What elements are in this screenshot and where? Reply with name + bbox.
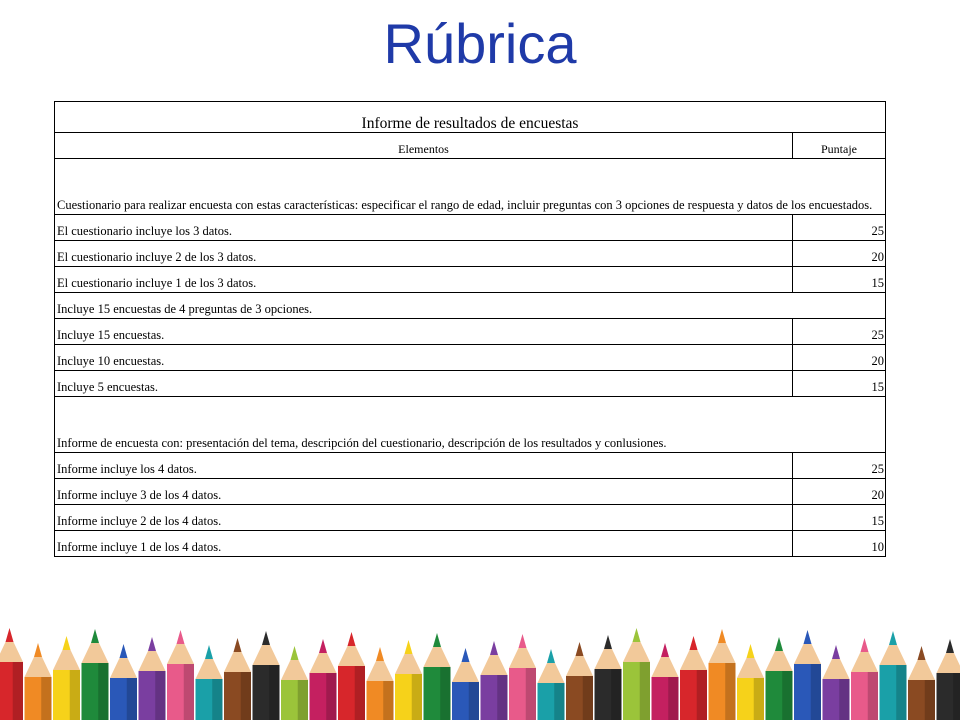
rubric-table xyxy=(54,101,886,557)
section-row-label: Informe de encuesta con: presentación del tema, descripción del cuestionario, descripción de los resultados y conlusiones. xyxy=(55,397,886,453)
criterion-label: El cuestionario incluye los 3 datos. xyxy=(55,215,793,241)
criterion-label: Informe incluye los 4 datos. xyxy=(55,453,793,479)
pencil-icon xyxy=(937,639,960,720)
pencil-icon xyxy=(880,631,907,720)
pencil-icon xyxy=(766,637,793,720)
pencil-icon xyxy=(908,646,935,720)
pencil-icon xyxy=(481,641,508,720)
pencil-icon xyxy=(709,629,736,720)
pencil-icon xyxy=(452,648,479,720)
pencil-icon xyxy=(652,643,679,720)
criterion-score: 15 xyxy=(793,371,886,397)
pencil-icon xyxy=(595,635,622,720)
criterion-score: 20 xyxy=(793,345,886,371)
criterion-label: Incluye 10 encuestas. xyxy=(55,345,793,371)
pencil-icon xyxy=(823,645,850,720)
pencil-icon xyxy=(794,630,821,720)
pencil-icon xyxy=(110,644,137,720)
pencil-icon xyxy=(395,640,422,720)
pencil-icon xyxy=(737,644,764,720)
pencil-icon xyxy=(281,646,308,720)
pencil-icon xyxy=(680,636,707,720)
criterion-score: 25 xyxy=(793,319,886,345)
pencil-icon xyxy=(509,634,536,720)
pencil-icon xyxy=(25,643,52,720)
criterion-score: 15 xyxy=(793,267,886,293)
table-caption: Informe de resultados de encuestas xyxy=(55,102,886,133)
pencil-icon xyxy=(0,628,23,720)
pencil-icon xyxy=(424,633,451,720)
criterion-score: 15 xyxy=(793,505,886,531)
criterion-label: Informe incluye 1 de los 4 datos. xyxy=(55,531,793,557)
pencil-icon xyxy=(851,638,878,720)
pencil-icon xyxy=(338,632,365,720)
criterion-label: Informe incluye 3 de los 4 datos. xyxy=(55,479,793,505)
criterion-label: Informe incluye 2 de los 4 datos. xyxy=(55,505,793,531)
criterion-score: 20 xyxy=(793,479,886,505)
criterion-score: 25 xyxy=(793,453,886,479)
criterion-score: 10 xyxy=(793,531,886,557)
pencil-icon xyxy=(196,645,223,720)
criterion-label: Incluye 5 encuestas. xyxy=(55,371,793,397)
pencil-icon xyxy=(224,638,251,720)
criterion-label: El cuestionario incluye 2 de los 3 datos. xyxy=(55,241,793,267)
criterion-score: 20 xyxy=(793,241,886,267)
pencil-icon xyxy=(367,647,394,720)
header-elements: Elementos xyxy=(55,133,793,159)
pencil-icon xyxy=(253,631,280,720)
pencil-icon xyxy=(82,629,109,720)
colored-pencils-decoration xyxy=(0,600,960,720)
pencil-icon xyxy=(566,642,593,720)
pencil-icon xyxy=(310,639,337,720)
criterion-score: 25 xyxy=(793,215,886,241)
section-row-label: Incluye 15 encuestas de 4 preguntas de 3 opciones. xyxy=(55,293,886,319)
pencil-icon xyxy=(167,630,194,720)
criterion-label: Incluye 15 encuestas. xyxy=(55,319,793,345)
slide-title: Rúbrica xyxy=(383,12,577,75)
pencil-icon xyxy=(53,636,80,720)
pencil-icon xyxy=(623,628,650,720)
section-row-label: Cuestionario para realizar encuesta con estas características: especificar el rango de edad, incluir preguntas con 3 opciones de respuesta y datos de los encuestados. xyxy=(55,159,886,215)
header-score: Puntaje xyxy=(793,133,886,159)
pencil-icon xyxy=(538,649,565,720)
pencil-icon xyxy=(139,637,166,720)
criterion-label: El cuestionario incluye 1 de los 3 datos. xyxy=(55,267,793,293)
